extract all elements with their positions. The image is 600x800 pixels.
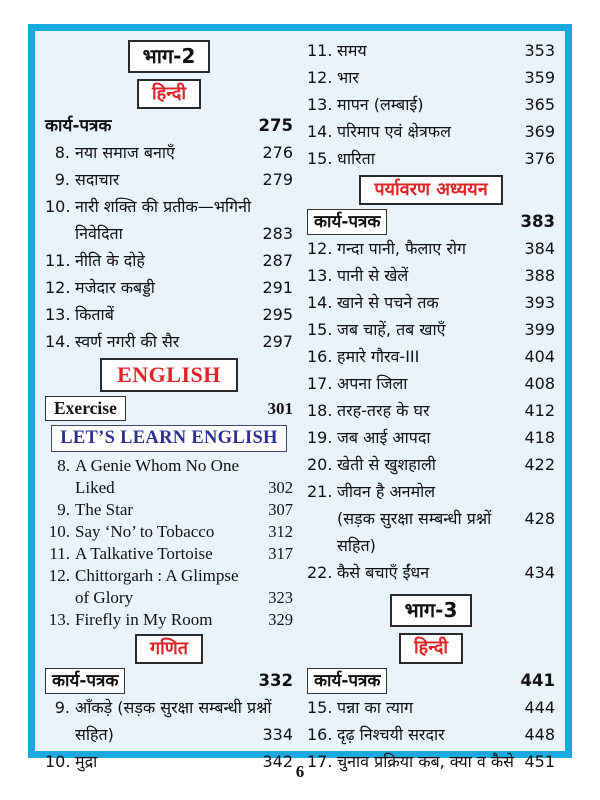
toc-item-line [307,397,555,424]
worksheet-row [45,112,293,139]
toc-item [307,694,555,721]
toc-item [307,370,555,397]
toc-page [28,24,572,772]
toc-item-line [45,220,293,247]
item-number: 18. [307,401,333,421]
worksheet-page-number: 383 [520,212,555,232]
section-heading [45,634,293,664]
item-title: किताबें [75,305,114,325]
item-title: परिमाप एवं क्षेत्रफल [337,122,451,141]
worksheet-label: कार्य-पत्रक [307,668,387,694]
toc-item [307,145,555,172]
item-page-number: 334 [262,725,293,745]
item-number: 14. [307,122,333,141]
toc-item-line [307,289,555,316]
item-page-number: 434 [524,563,555,583]
item-title: जब चाहें, तब खाएँ [337,320,446,340]
toc-item [307,451,555,478]
toc-item [307,397,555,424]
toc-item [45,301,293,328]
item-page-number: 359 [524,68,555,87]
toc-item-line [45,247,293,274]
item-number: 12. [48,565,70,585]
item-number: 14. [307,293,333,313]
item-page-number: 295 [262,305,293,325]
item-number: 22. [307,563,333,583]
toc-item-line [307,721,555,748]
toc-item [45,274,293,301]
subject-heading-box: पर्यावरण अध्ययन [359,175,502,205]
section-heading [307,633,555,663]
item-title: अपना जिला [337,374,408,394]
toc-item [307,37,555,64]
item-title: दृढ़ निश्चयी सरदार [337,724,445,744]
toc-item-line [307,370,555,397]
item-title: सदाचार [75,170,120,190]
item-title: समय [337,41,367,60]
worksheet-label: कार्य-पत्रक [45,668,125,694]
toc-item-line [45,565,293,587]
toc-item [45,247,293,274]
toc-item-line [307,559,555,586]
toc-item [307,478,555,559]
toc-item-line [45,721,293,748]
item-page-number: 404 [524,347,555,367]
item-number: 8. [57,455,70,475]
item-title: A Genie Whom No One [75,455,239,475]
item-page-number: 388 [524,266,555,286]
section-heading [307,175,555,205]
item-number: 17. [307,374,333,394]
item-title: पानी से खेलें [337,266,409,286]
item-title: (सड़क सुरक्षा सम्बन्धी प्रश्नों सहित) [337,509,492,556]
toc-item-line [45,193,293,220]
item-page-number: 283 [262,224,293,244]
section-heading [45,358,293,392]
part-heading-box: भाग-2 [128,40,211,73]
toc-item-line [45,609,293,631]
toc-item-line [45,301,293,328]
item-number: 13. [48,609,70,629]
worksheet-label: कार्य-पत्रक [307,209,387,235]
item-title: जब आई आपदा [337,428,431,448]
toc-item-line [45,499,293,521]
toc-item [307,118,555,145]
toc-item [45,694,293,748]
item-title: हमारे गौरव-III [337,347,420,367]
toc-column-left [45,37,293,772]
toc-item-line [307,145,555,172]
item-page-number: 393 [524,293,555,313]
toc-item [307,316,555,343]
item-number: 11. [45,251,71,271]
item-number: 11. [49,543,70,563]
worksheet-page-number: 332 [258,671,293,691]
item-title: कैसे बचाएँ ईंधन [337,563,430,583]
item-number: 8. [54,143,70,163]
toc-item-line [307,694,555,721]
item-title: Firefly in My Room [75,609,213,629]
toc-column-right [307,37,555,771]
toc-item [307,721,555,748]
toc-item-line [307,316,555,343]
item-number: 12. [307,239,333,259]
item-page-number: 451 [524,751,555,771]
item-title: निवेदिता [75,224,123,244]
item-page-number: 287 [262,251,293,271]
toc-item [307,289,555,316]
page-number-footer: 6 [295,762,305,781]
toc-item-line [307,118,555,145]
item-number: 13. [307,95,333,114]
item-page-number: 365 [524,95,555,114]
item-title: खेती से खुशहाली [337,455,436,475]
item-title: मापन (लम्बाई) [337,95,424,114]
part-heading [307,594,555,627]
item-title: नया समाज बनाएँ [75,143,175,163]
toc-item [307,424,555,451]
item-number: 14. [45,332,71,352]
item-number: 10. [45,752,71,772]
toc-item-line [307,64,555,91]
item-number: 17. [307,751,333,771]
item-page-number: 444 [524,697,555,717]
item-title: आँकड़े (सड़क सुरक्षा सम्बन्धी प्रश्नों [75,698,272,718]
english-heading-box: ENGLISH [100,358,238,392]
toc-item [307,235,555,262]
item-title: मुद्रा [75,752,98,772]
part-heading [45,40,293,73]
item-title: नारी शक्ति की प्रतीक—भगिनी [75,197,252,217]
item-number: 10. [45,197,71,217]
item-page-number: 276 [262,143,293,163]
item-title: पन्ना का त्याग [337,697,414,717]
item-title: मजेदार कबड्डी [75,278,155,298]
item-page-number: 279 [262,170,293,190]
item-title: Chittorgarh : A Glimpse [75,565,239,585]
item-number: 12. [307,68,333,87]
toc-item-line [307,37,555,64]
toc-item-line [45,455,293,477]
item-title: भार [337,68,359,87]
item-page-number: 376 [524,149,555,168]
item-page-number: 302 [268,477,293,497]
item-number: 15. [307,149,333,168]
toc-item-line [307,91,555,118]
item-number: 9. [54,170,70,190]
item-page-number: 317 [268,543,293,563]
toc-item-line [45,477,293,499]
toc-item-line [307,505,555,559]
item-page-number: 399 [524,320,555,340]
item-page-number: 329 [268,609,293,629]
toc-item [45,499,293,521]
toc-item [45,139,293,166]
item-title: तरह-तरह के घर [337,401,430,421]
toc-item [307,343,555,370]
item-page-number: 448 [524,724,555,744]
toc-item-line [45,694,293,721]
exercise-label: Exercise [45,396,126,421]
item-page-number: 291 [262,278,293,298]
worksheet-page-number: 275 [258,116,293,136]
toc-item-line [45,328,293,355]
toc-item [307,262,555,289]
toc-item [45,193,293,247]
item-title: Liked [75,477,115,497]
item-title: स्वर्ण नगरी की सैर [75,332,180,352]
worksheet-row [307,208,555,235]
item-number: 19. [307,428,333,448]
part-heading-box: भाग-3 [390,594,473,627]
item-title: जीवन है अनमोल [337,482,436,502]
exercise-page-number: 301 [267,398,293,418]
toc-item-line [307,451,555,478]
item-number: 9. [54,698,70,718]
subject-heading-box: गणित [135,634,203,664]
worksheet-label: कार्य-पत्रक [45,116,112,137]
item-title: चुनाव प्रक्रिया कब, क्या व कैसे [337,751,514,771]
worksheet-row [307,667,555,694]
item-title: धारिता [337,149,375,168]
item-title: A Talkative Tortoise [75,543,213,563]
worksheet-page-number: 441 [520,670,555,690]
toc-item [307,64,555,91]
item-number: 16. [307,724,333,744]
toc-item [307,91,555,118]
item-number: 13. [45,305,71,325]
item-page-number: 418 [524,428,555,448]
item-number: 20. [307,455,333,475]
item-page-number: 422 [524,455,555,475]
item-title: सहित) [75,725,114,745]
item-number: 15. [307,697,333,717]
toc-item [45,455,293,499]
item-page-number: 369 [524,122,555,141]
section-heading [45,79,293,109]
item-page-number: 408 [524,374,555,394]
item-page-number: 297 [262,332,293,352]
toc-item-line [307,262,555,289]
item-title: खाने से पचने तक [337,293,439,313]
subject-heading-box: हिन्दी [399,633,463,663]
subject-heading-box: हिन्दी [137,79,201,109]
toc-item-line [45,521,293,543]
toc-item [45,166,293,193]
item-title: नीति के दोहे [75,251,145,271]
item-title: The Star [75,499,134,519]
section-heading [45,425,293,452]
worksheet-row [45,667,293,694]
toc-item [307,559,555,586]
toc-item [45,543,293,565]
toc-item [45,609,293,631]
lets-learn-english-heading-box: LET’S LEARN ENGLISH [51,425,286,452]
item-page-number: 323 [268,587,293,607]
toc-item [45,521,293,543]
item-page-number: 307 [268,499,293,519]
toc-item-line [45,543,293,565]
toc-item-line [45,139,293,166]
toc-item [45,328,293,355]
item-number: 13. [307,266,333,286]
toc-item-line [45,166,293,193]
item-number: 15. [307,320,333,340]
item-page-number: 384 [524,239,555,259]
toc-item-line [45,274,293,301]
item-page-number: 312 [268,521,293,541]
toc-item [45,565,293,609]
toc-item-line [307,235,555,262]
item-page-number: 412 [524,401,555,421]
exercise-row [45,395,293,422]
item-number: 12. [45,278,71,298]
toc-item-line [307,343,555,370]
item-page-number: 353 [524,41,555,60]
toc-item-line [307,478,555,505]
item-number: 10. [48,521,70,541]
item-title: Say ‘No’ to Tobacco [75,521,215,541]
toc-item-line [45,587,293,609]
item-page-number: 342 [262,752,293,772]
toc-item-line [307,424,555,451]
item-title: of Glory [75,587,134,607]
item-number: 11. [307,41,333,60]
item-number: 16. [307,347,333,367]
item-page-number: 428 [524,509,555,529]
item-number: 21. [307,482,333,502]
item-number: 9. [57,499,70,519]
item-title: गन्दा पानी, फैलाए रोग [337,239,467,259]
